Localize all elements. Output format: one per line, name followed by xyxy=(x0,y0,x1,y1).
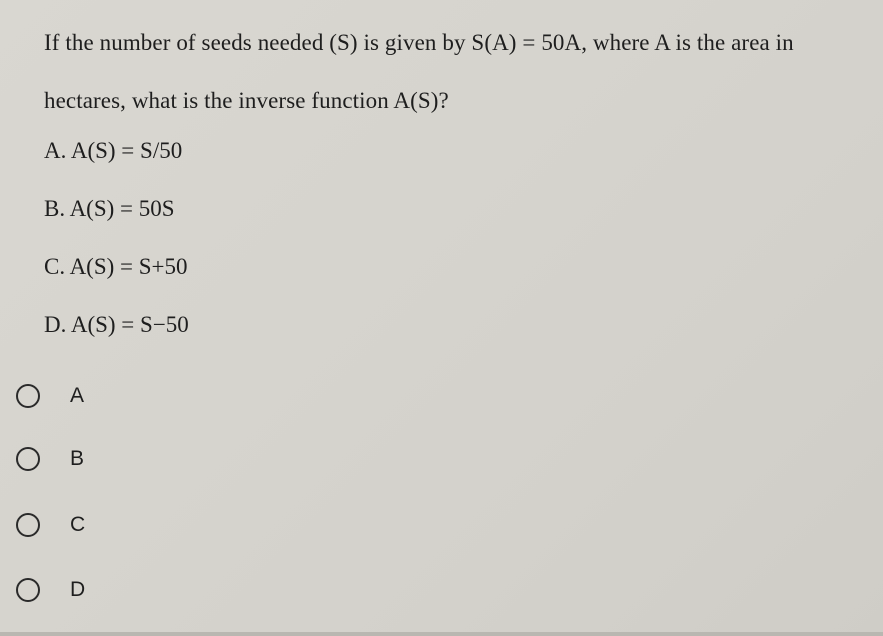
option-c[interactable] xyxy=(16,513,85,537)
choice-a: A. A(S) = S/50 xyxy=(44,138,183,163)
question-line-2: hectares, what is the inverse function A(S)? xyxy=(44,88,449,113)
radio-button-a[interactable] xyxy=(16,384,40,408)
option-b[interactable] xyxy=(16,447,84,471)
bottom-edge-divider xyxy=(0,632,883,636)
radio-button-c[interactable] xyxy=(16,513,40,537)
option-label-a: A xyxy=(70,384,85,407)
radio-button-d[interactable] xyxy=(16,578,40,602)
radio-button-b[interactable] xyxy=(16,447,40,471)
option-a[interactable] xyxy=(16,384,84,408)
option-label-d: D xyxy=(70,578,86,601)
question-text xyxy=(44,14,864,130)
choice-c: C. A(S) = S+50 xyxy=(44,254,188,279)
option-label-b: B xyxy=(70,447,85,470)
choice-d: D. A(S) = S−50 xyxy=(44,312,189,337)
option-label-c: C xyxy=(70,513,86,536)
question-line-1: If the number of seeds needed (S) is given by S(A) = 50A, where A is the area in xyxy=(44,30,794,55)
choice-b: B. A(S) = 50S xyxy=(44,196,175,221)
option-d[interactable] xyxy=(16,578,85,602)
